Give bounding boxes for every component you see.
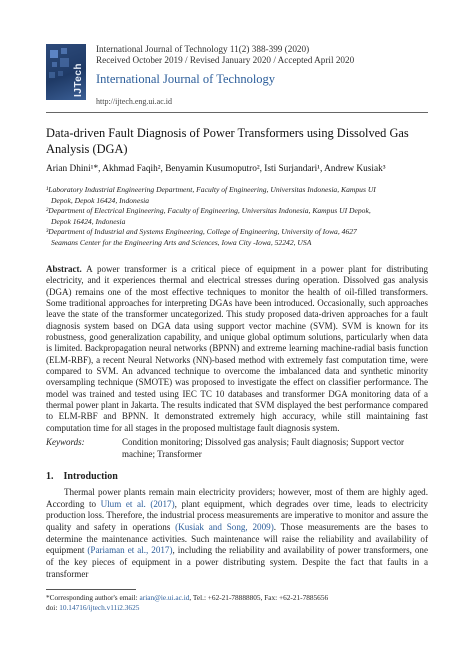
paper-title: Data-driven Fault Diagnosis of Power Transformers using Dissolved Gas Analysis (DGA)	[46, 126, 409, 156]
header-divider	[46, 112, 428, 113]
journal-url[interactable]: http://ijtech.eng.ui.ac.id	[96, 97, 172, 106]
doi-link[interactable]: 10.14716/ijtech.v11i2.3625	[59, 602, 140, 612]
introduction-paragraph	[46, 487, 428, 580]
section-number: 1.	[46, 471, 54, 482]
contact-numbers: , Tel.: +62-21-78888805, Fax: +62-21-7885656	[189, 593, 329, 602]
intro-text-2: , plant equipment, which degrades over time, leads to electricity production loss. Therefore, the industrial process measurements are imperative to monitor and assure the quality and safety in operations	[46, 498, 428, 532]
affiliation-3-line-1: ³Department of Industrial and Systems Engineering, College of Engineering, University of Iowa, 4627	[46, 227, 357, 236]
author-list: Arian Dhini¹*, Akhmad Faqih², Benyamin Kusumoputro², Isti Surjandari¹, Andrew Kusiak³	[46, 164, 386, 174]
keywords-label: Keywords:	[46, 437, 85, 447]
intro-text-3: . Those measurements are the bases to determine the maintenance activities. Such maintenance will raise the reliability and availability of equipment	[46, 521, 428, 556]
affiliation-3-line-2: Seamans Center for the Engineering Arts and Sciences, Iowa City -Iowa, 52242, USA	[51, 237, 312, 247]
affiliation-2-line-2: Depok 16424, Indonesia	[51, 216, 126, 226]
doi-line	[46, 603, 428, 613]
citation-link[interactable]: Ulum et al. (2017)	[100, 498, 175, 509]
keywords-text: Condition monitoring; Dissolved gas analysis; Fault diagnosis; Support vector machine; Transformer	[122, 437, 404, 459]
affiliation-1-line-2: Depok, Depok 16424, Indonesia	[51, 195, 150, 205]
abstract-label: Abstract.	[46, 264, 82, 274]
affiliation-1-line-1: ¹Laboratory Industrial Engineering Department, Faculty of Engineering, Universitas Indonesia, Kampus UI	[46, 185, 376, 194]
corresponding-author-line	[46, 593, 428, 603]
section-heading	[46, 471, 118, 482]
journal-name: International Journal of Technology	[96, 72, 276, 86]
citation-link[interactable]: (Kusiak and Song, 2009)	[175, 521, 274, 532]
affiliation-2-line-1: ²Department of Electrical Engineering, Faculty of Engineering, Universitas Indonesia, Kampus UI Depok,	[46, 206, 371, 215]
journal-citation: International Journal of Technology 11(2) 388-399 (2020)	[96, 44, 310, 54]
citation-link[interactable]: (Pariaman et al., 2017)	[87, 545, 173, 556]
abstract	[46, 264, 428, 434]
section-title: Introduction	[63, 471, 118, 482]
footnote-label: *Corresponding author's email:	[46, 593, 140, 602]
footnote-divider	[46, 589, 136, 590]
intro-text-1: Thermal power plants remain main electricity providers; however, most of them are highly aged. According to	[46, 487, 428, 509]
logo-text: IJTech	[73, 63, 84, 97]
doi-label: doi:	[46, 602, 60, 612]
journal-logo	[46, 44, 86, 100]
received-dates: Received October 2019 / Revised January 2020 / Accepted April 2020	[96, 55, 355, 65]
author-email-link[interactable]: arian@ie.ui.ac.id	[139, 593, 190, 602]
intro-text-4: , including the reliability and availability of power transformers, one of the key pieces of equipment in a power distributing system. Despite the fact that faults in a transformer	[46, 545, 428, 579]
abstract-text: A power transformer is a critical piece of equipment in a power plant for distributing electricity, and it experiences thermal and electrical stresses during operation. Dissolved gas analysis (DGA) remains one of the most effective techniques to monitor the health of oil-filled transformers. Some traditional approaches for interpreting DGAs have been introduced. Occasionally, such approaches leave the state of the transformer uncategorized. This study proposed data-driven approaches for a fault diagnosis system based on DGA data using support vector machine (SVM). SVM is known for its robustness, good generalization capability, and unique global optimum solutions, particularly when data is limited. Backpropagation neural networks (BPNN) and extreme learning machine-radial basis function (ELM-RBF), a recent Neural Networks (NN)-based method with extremely fast computation time, were compared to SVM. An advanced technique to overcome the imbalanced data and synthetic minority oversampling technique (SMOTE) was proposed to investigate the effect on classifier performance. The model was trained and tested using IEC TC 10 databases and transformer DGA monitoring data of a thermal power plant in Jakarta. The results indicated that SVM displayed the best performance compared to ELM-RBF and BPNN. It demonstrated extremely high accuracy, while still maintaining fast computation time for all stages in the proposed multistage fault diagnosis system.	[46, 264, 429, 433]
footnote	[46, 593, 428, 612]
